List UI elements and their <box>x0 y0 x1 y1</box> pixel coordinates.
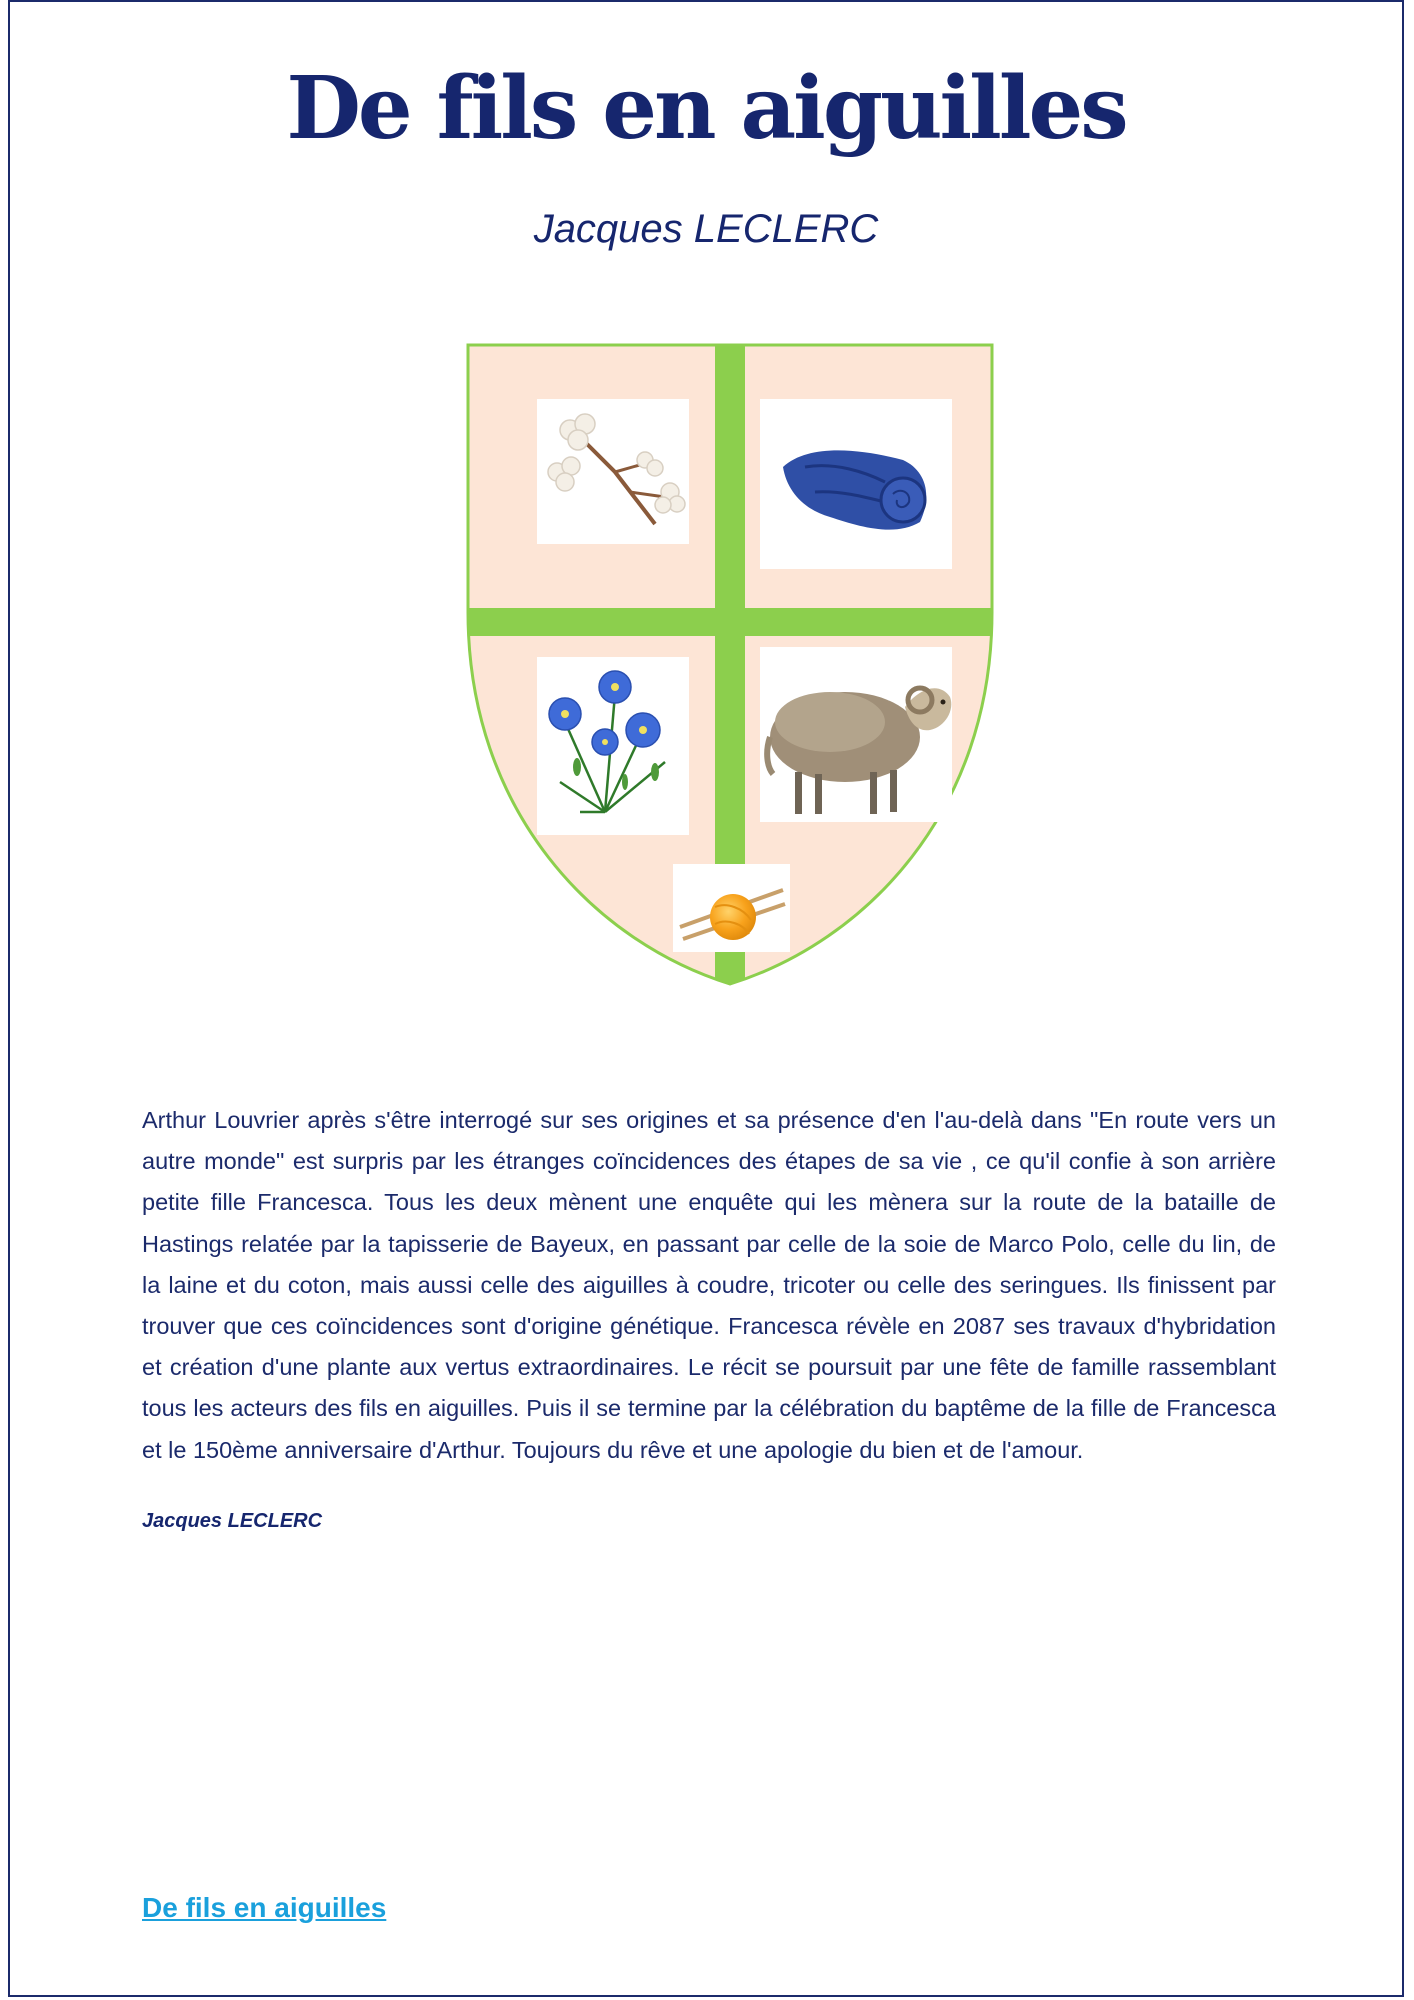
cotton-branch-icon <box>537 399 689 544</box>
book-title-link[interactable]: De fils en aiguilles <box>142 1892 387 1923</box>
book-summary: Arthur Louvrier après s'être interrogé sur ses origines et sa présence d'en l'au-delà dans "En route vers un autre monde" est surpris par les étranges coïncidences des étapes de sa vie , ce qu'il confie à son arrière petite fille Francesca. Tous les deux mènent une enquête qui les mènera sur la route de la bataille de Hastings relatée par la tapisserie de Bayeux, en passant par celle de la soie de Marco Polo, celle du lin, de la laine et du coton, mais aussi celle des aiguilles à coudre, tricoter ou celle des seringues. Ils finissent par trouver que ces coïncidences sont d'origine génétique. Francesca révèle en 2087 ses travaux d'hybridation et création d'une plante aux vertus extraordinaires. Le récit se poursuit par une fête de famille rassemblant tous les acteurs des fils en aiguilles. Puis il se termine par la célébration du baptême de la fille de Francesca et le 150ème anniversaire d'Arthur. Toujours du rêve et une apologie du bien et de l'amour. <box>142 1107 1276 1463</box>
blue-silk-fabric-icon <box>760 399 952 569</box>
yarn-ball-with-knitting-needles-icon <box>673 864 790 952</box>
document-author: Jacques LECLERC <box>533 207 879 251</box>
sheep-icon <box>760 647 952 822</box>
document-title: De fils en aiguilles <box>286 58 1126 159</box>
author-signature: Jacques LECLERC <box>142 1510 323 1532</box>
page <box>8 0 1404 1997</box>
coat-of-arms-crest <box>465 342 995 987</box>
blue-flax-flowers-icon <box>537 657 689 835</box>
